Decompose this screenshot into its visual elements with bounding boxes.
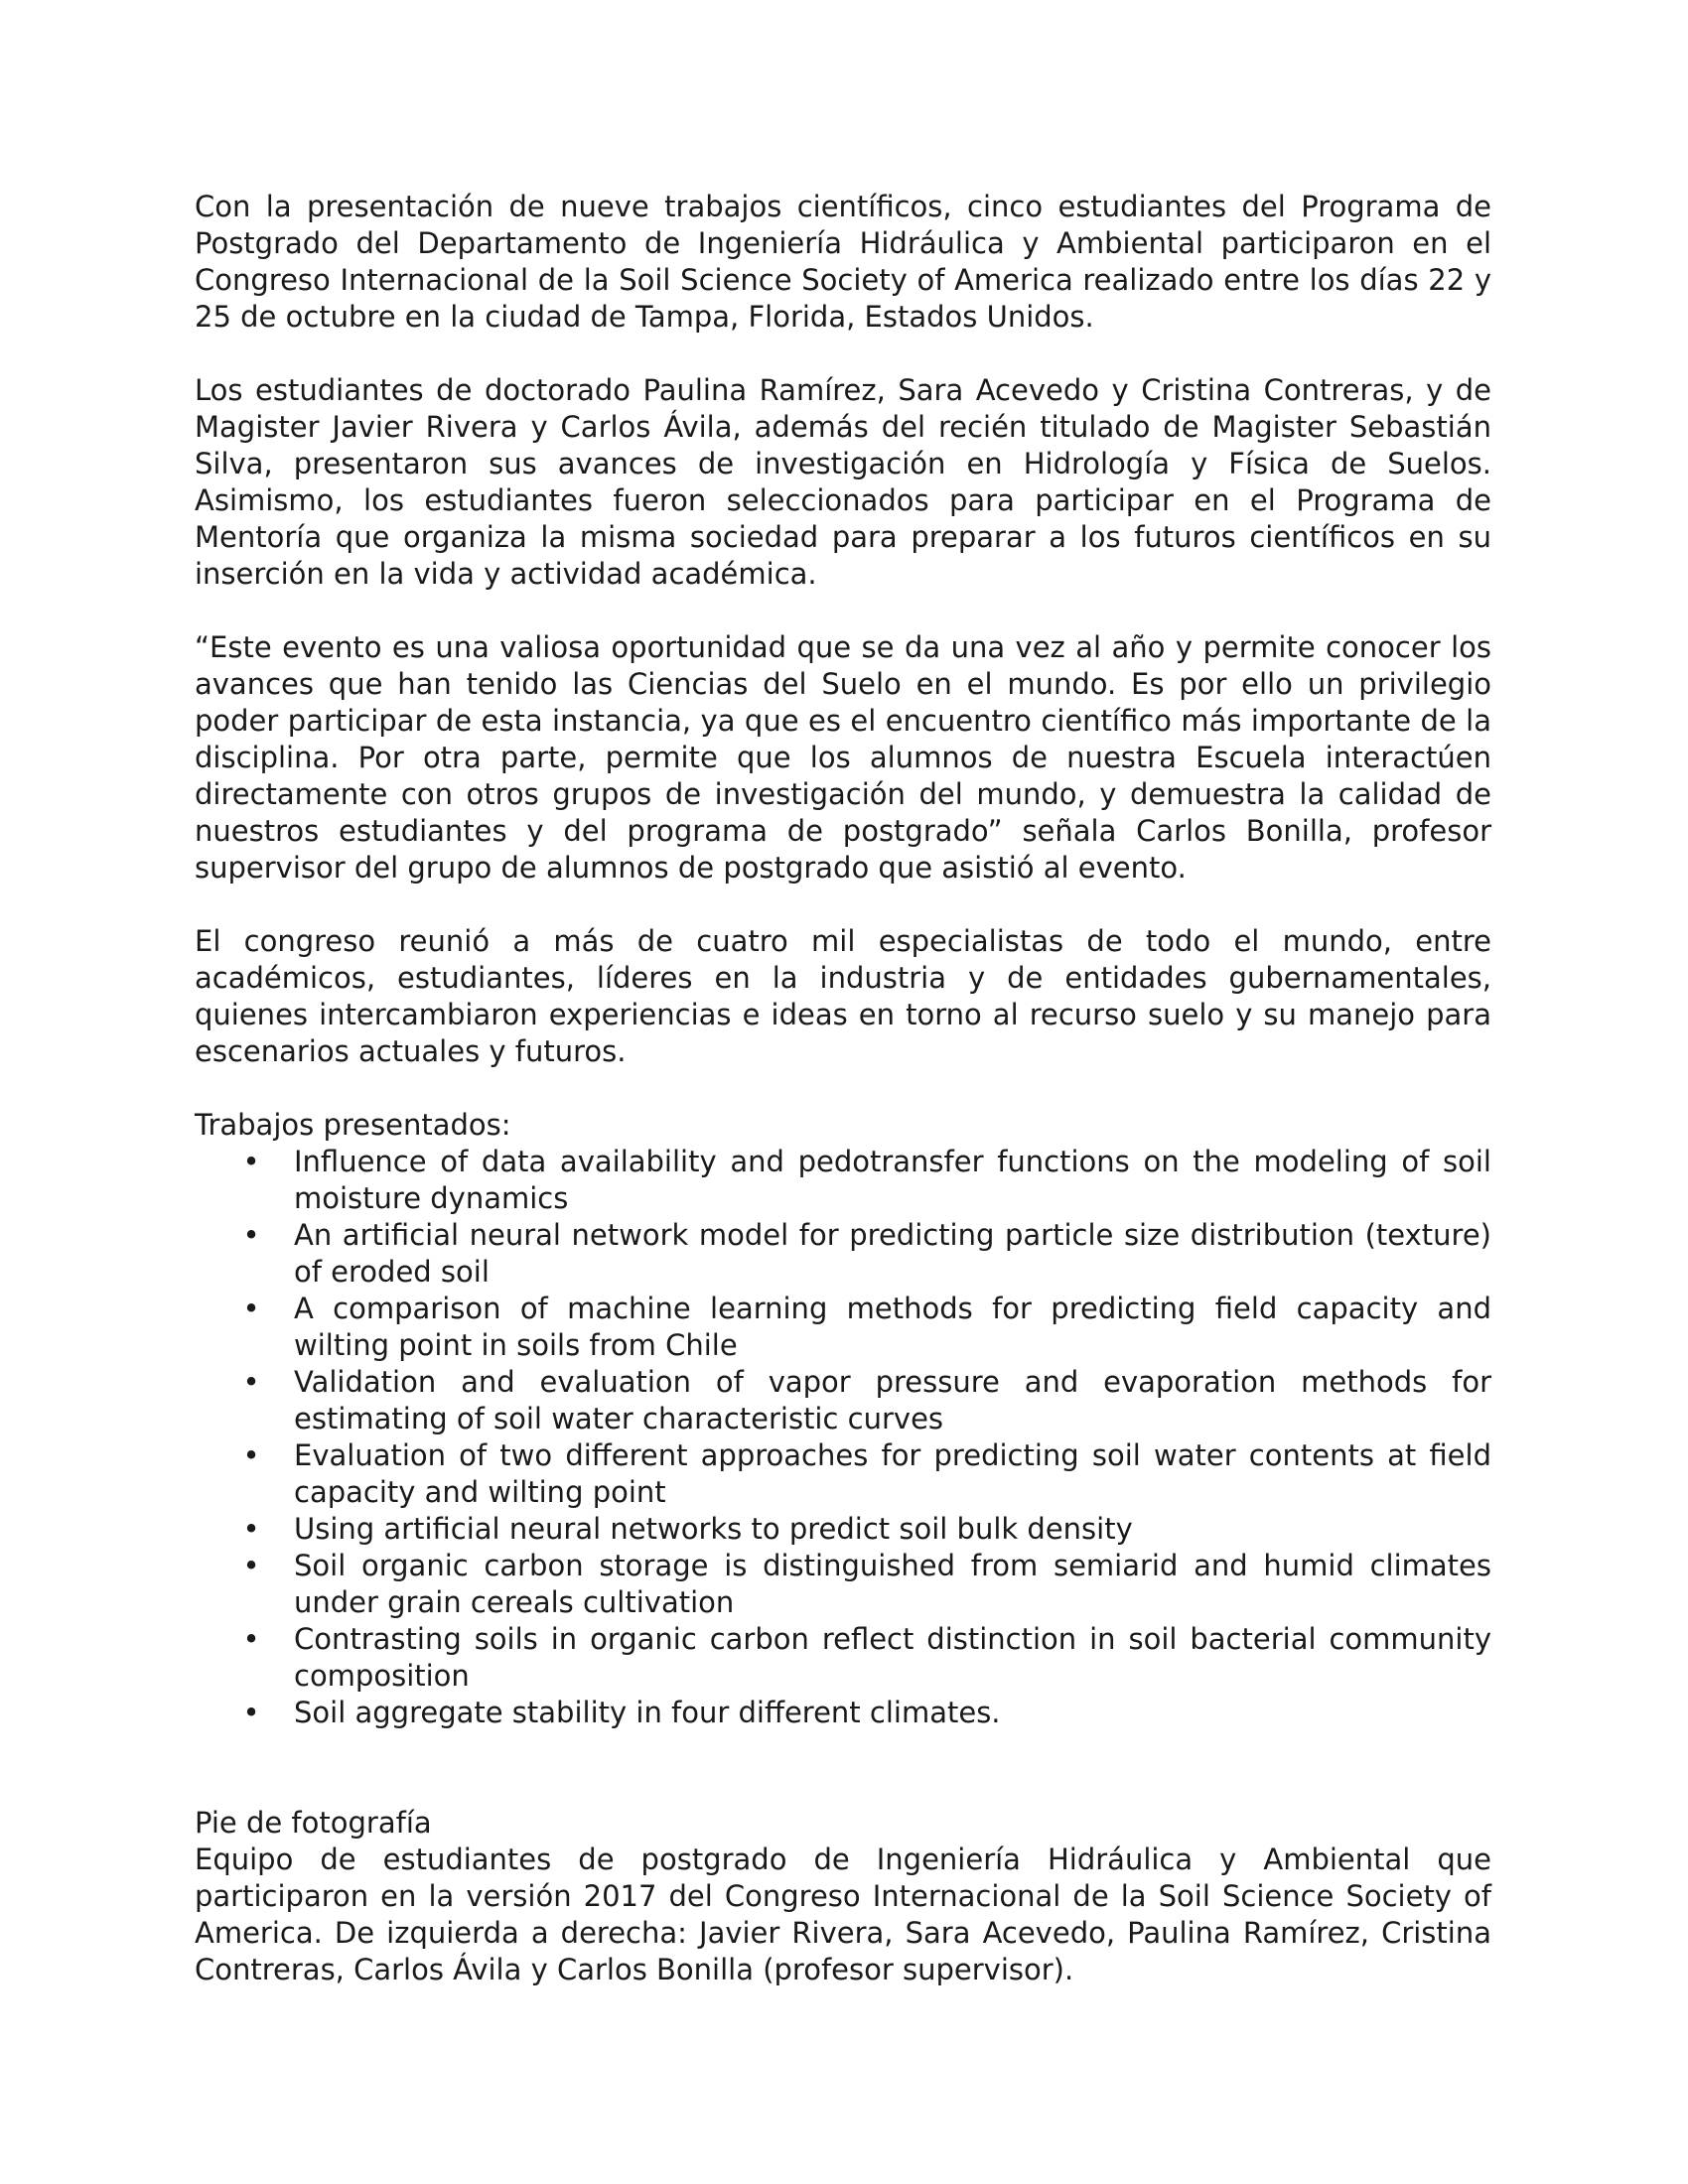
list-item — [195, 1695, 1491, 1731]
bullet-icon: • — [242, 1365, 260, 1399]
caption-label: Pie de fotografía — [195, 1806, 432, 1840]
work-title: Soil organic carbon storage is distinguished from semiarid and humid climates under grain cereals cultivation — [294, 1549, 1491, 1619]
bullet-icon: • — [242, 1292, 260, 1325]
list-item — [195, 1511, 1491, 1548]
bullet-icon: • — [242, 1145, 260, 1178]
photo-caption: Equipo de estudiantes de postgrado de Ingeniería Hidráulica y Ambiental que participaron en la versión 2017 del Congreso Internacional de la Soil Science Society of America. De izquierda a derecha: Javier Rivera, Sara Acevedo, Paulina Ramírez, Cristina Contreras, Carlos Ávila y Carlos Bonilla (profesor supervisor). — [195, 1843, 1491, 1986]
bullet-icon: • — [242, 1218, 260, 1252]
work-title: An artificial neural network model for predicting particle size distribution (texture) of eroded soil — [294, 1218, 1491, 1289]
works-label: Trabajos presentados: — [195, 1108, 511, 1142]
section-spacer — [195, 1731, 1491, 1805]
list-item — [195, 1548, 1491, 1621]
list-item — [195, 1144, 1491, 1217]
bullet-icon: • — [242, 1512, 260, 1546]
work-title: Validation and evaluation of vapor pressure and evaporation methods for estimating of soil water characteristic curves — [294, 1365, 1491, 1435]
work-title: A comparison of machine learning methods for predicting field capacity and wilting point in soils from Chile — [294, 1292, 1491, 1362]
work-title: Influence of data availability and pedotransfer functions on the modeling of soil moisture dynamics — [294, 1145, 1491, 1215]
work-title: Soil aggregate stability in four different climates. — [294, 1696, 1001, 1729]
paragraph-students: Los estudiantes de doctorado Paulina Ramírez, Sara Acevedo y Cristina Contreras, y de Magister Javier Rivera y Carlos Ávila, además del recién titulado de Magister Sebastián Silva, presentaron sus avances de investigación en Hidrología y Física de Suelos. Asimismo, los estudiantes fueron seleccionados para participar en el Programa de Mentoría que organiza la misma sociedad para preparar a los futuros científicos en su inserción en la vida y actividad académica. — [195, 373, 1491, 591]
paragraph-intro: Con la presentación de nueve trabajos científicos, cinco estudiantes del Programa de Postgrado del Departamento de Ingeniería Hidráulica y Ambiental participaron en el Congreso Internacional de la Soil Science Society of America realizado entre los días 22 y 25 de octubre en la ciudad de Tampa, Florida, Estados Unidos. — [195, 190, 1491, 334]
list-item — [195, 1437, 1491, 1511]
list-item — [195, 1291, 1491, 1364]
document-page — [195, 189, 1491, 1988]
list-item — [195, 1364, 1491, 1437]
works-list — [195, 1144, 1491, 1731]
bullet-icon: • — [242, 1438, 260, 1472]
paragraph-congress: El congreso reunió a más de cuatro mil especialistas de todo el mundo, entre académicos, estudiantes, líderes en la industria y de entidades gubernamentales, quienes intercambiaron experiencias e ideas en torno al recurso suelo y su manejo para escenarios actuales y futuros. — [195, 924, 1491, 1068]
work-title: Evaluation of two different approaches for predicting soil water contents at field capacity and wilting point — [294, 1438, 1491, 1509]
paragraph-quote: “Este evento es una valiosa oportunidad que se da una vez al año y permite conocer los avances que han tenido las Ciencias del Suelo en el mundo. Es por ello un privilegio poder participar de esta instancia, ya que es el encuentro científico más importante de la disciplina. Por otra parte, permite que los alumnos de nuestra Escuela interactúen directamente con otros grupos de investigación del mundo, y demuestra la calidad de nuestros estudiantes y del programa de postgrado” señala Carlos Bonilla, profesor supervisor del grupo de alumnos de postgrado que asistió al evento. — [195, 630, 1491, 885]
work-title: Using artificial neural networks to predict soil bulk density — [294, 1512, 1133, 1546]
bullet-icon: • — [242, 1549, 260, 1582]
bullet-icon: • — [242, 1622, 260, 1656]
bullet-icon: • — [242, 1696, 260, 1729]
list-item — [195, 1621, 1491, 1695]
work-title: Contrasting soils in organic carbon reflect distinction in soil bacterial community composition — [294, 1622, 1491, 1693]
list-item — [195, 1217, 1491, 1291]
